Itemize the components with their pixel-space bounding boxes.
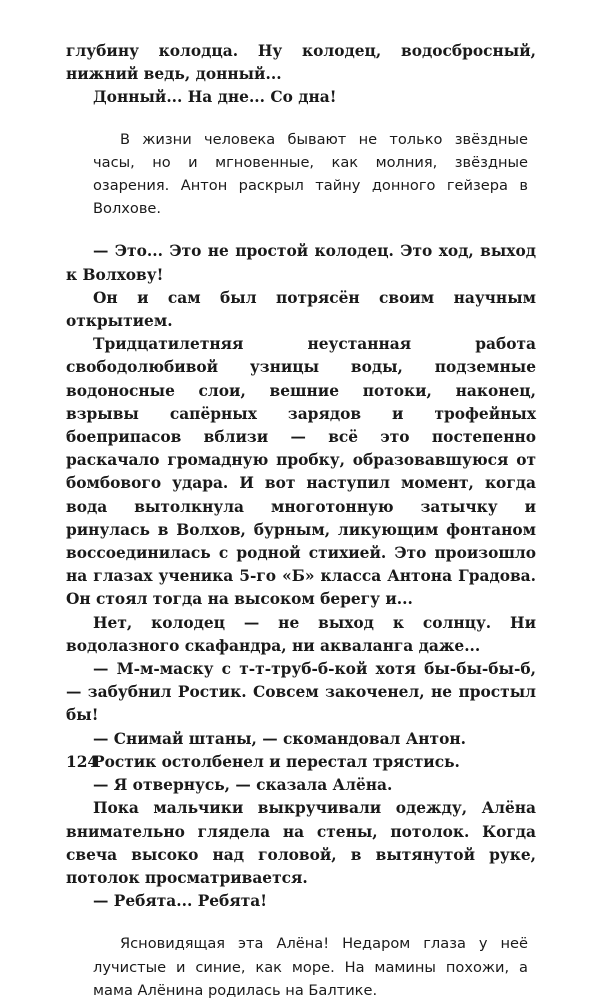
paragraph-rostik: Ростик остолбенел и перестал трястись. [93, 752, 460, 771]
aside-block-2 [66, 932, 536, 1002]
aside-text-1-content: В жизни человека бывают не только звёздные часы, но и мгновенные, как молния, звёздные озарения. Антон раскрыл тайну донного гейзера в Волхове. [93, 130, 528, 218]
dialogue-alyona: — Я отвернусь, — сказала Алёна. [93, 776, 393, 795]
paragraph-walls: Пока мальчики выкручивали одежду, Алёна внимательно глядела на стены, потолок. Когда свеча высоко над головой, в вытянутой руке, потолок просматривается. [66, 799, 536, 887]
page-number: 124 [66, 753, 99, 771]
paragraph-donny: Донный... На дне... Со дна! [93, 88, 337, 107]
paragraph-discovery: Он и сам был потрясён своим научным открытием. [66, 288, 536, 331]
paragraph-no-exit: Нет, колодец — не выход к солнцу. Ни водолазного скафандра, ни акваланга даже... [66, 613, 536, 655]
aside-text-2 [66, 932, 536, 1002]
aside-text-1 [66, 128, 536, 221]
dialogue-rebyata: — Ребята... Ребята! [93, 892, 267, 911]
paragraph-thirty-years: Тридцатилетняя неустанная работа свободолюбивой узницы воды, подземные водоносные слои, вешние потоки, наконец, взрывы сапёрных зарядов и трофейных боеприпасов вблизи — всё это постепенно раскачало громадную пробку, образовавшуюся от бомбового удара. И вот наступил момент, когда вода вытолкнула многотонную затычку и ринулась в Волхов, бурным, ликующим фонтаном воссоединилась с родной стихией. Это произошло на глазах ученика 5-го «Б» класса Антона Градова. Он стоял тогда на высоком берегу и... [66, 335, 536, 609]
dialogue-mask: — М-м-маску с т-т-труб-б-кой хотя бы-бы-бы-б, — забубнил Ростик. Совсем закоченел, не простыл бы! [66, 660, 536, 725]
aside-text-2-content: Ясновидящая эта Алёна! Недаром глаза у неё лучистые и синие, как море. На мамины похожи, а мама Алёнина родилась на Балтике. [93, 935, 528, 999]
dialogue-pants: — Снимай штаны, — скомандовал Антон. [93, 729, 466, 748]
dialogue-eto: — Это... Это не простой колодец. Это ход, выход к Волхову! [66, 242, 536, 284]
aside-block-1 [66, 128, 536, 221]
page-body [66, 40, 536, 1002]
paragraph-continued: глубину колодца. Ну колодец, водосбросный, нижний ведь, донный... [66, 42, 536, 84]
